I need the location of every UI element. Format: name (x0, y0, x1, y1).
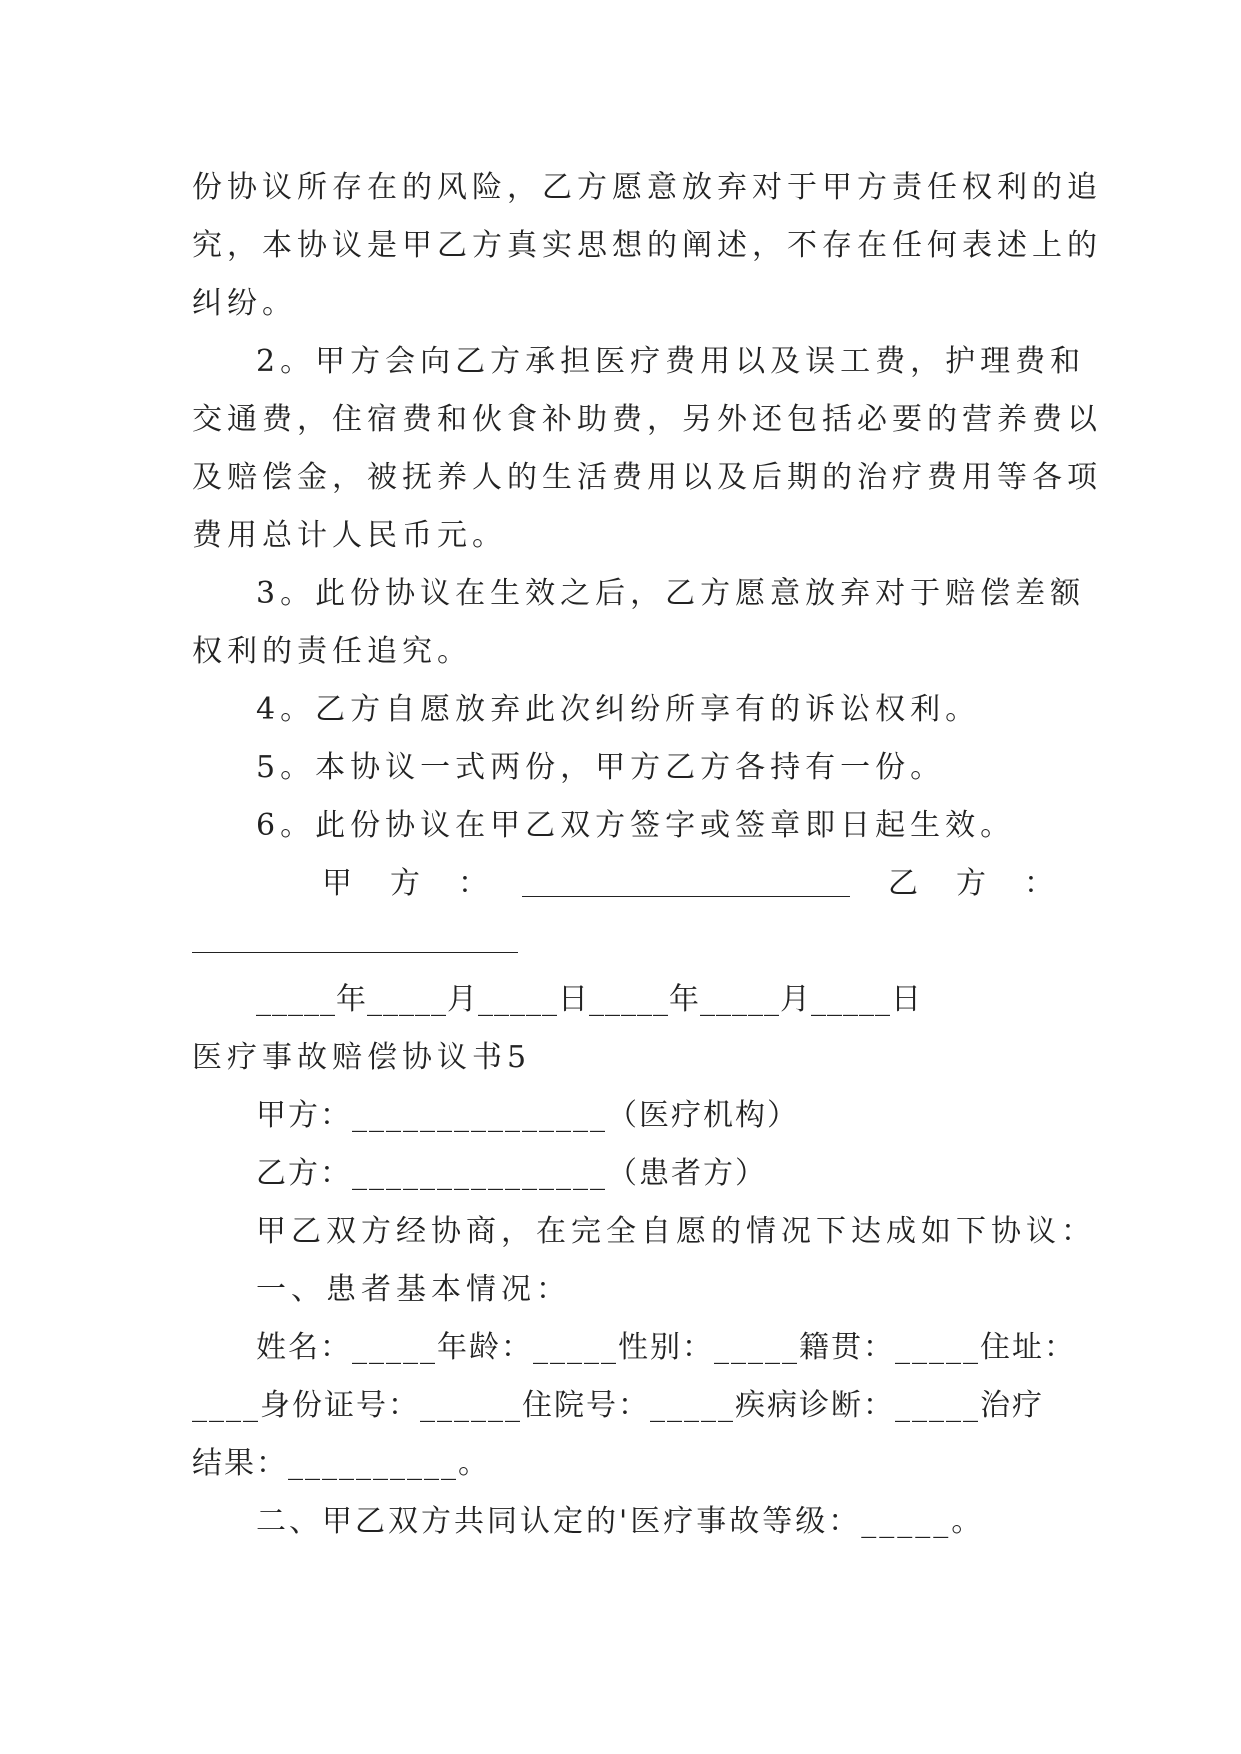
date-line: _____年_____月_____日_____年_____月_____日 (256, 982, 922, 1017)
clause-6: 6。此份协议在甲乙双方签字或签章即日起生效。 (256, 808, 1016, 843)
clause-5: 5。本协议一式两份，甲方乙方各持有一份。 (256, 750, 946, 785)
party-b-signature-line (192, 924, 518, 953)
clause-3: 3。此份协议在生效之后，乙方愿意放弃对于赔偿差额 (256, 576, 1086, 611)
paragraph-line: 份协议所存在的风险，乙方愿意放弃对于甲方责任权利的追 (192, 170, 1102, 205)
paragraph-line: 费用总计人民币元。 (192, 518, 507, 553)
party-a-line: 甲方：_______________（医疗机构） (256, 1098, 799, 1133)
paragraph-line: 权利的责任追究。 (192, 634, 472, 669)
intro-line: 甲乙双方经协商，在完全自愿的情况下达成如下协议： (256, 1214, 1096, 1249)
paragraph-line: 纠纷。 (192, 286, 297, 321)
section-heading-1: 一、患者基本情况： (256, 1272, 571, 1307)
patient-info-line: 结果：__________。 (192, 1446, 490, 1481)
patient-info-line: 姓名：_____年龄：_____性别：_____籍贯：_____住址： (256, 1330, 1076, 1365)
paragraph-line: 交通费，住宿费和伙食补助费，另外还包括必要的营养费以 (192, 402, 1102, 437)
party-b-line: 乙方：_______________（患者方） (256, 1156, 767, 1191)
section-heading-2: 二、甲乙双方共同认定的'医疗事故等级：_____。 (256, 1504, 985, 1539)
party-b-label: 乙 方 ： (888, 866, 1058, 901)
patient-info-line: ____身份证号：______住院号：_____疾病诊断：_____治疗 (192, 1388, 1044, 1423)
paragraph-line: 及赔偿金，被抚养人的生活费用以及后期的治疗费用等各项 (192, 460, 1102, 495)
paragraph-line: 究，本协议是甲乙方真实思想的阐述，不存在任何表述上的 (192, 228, 1102, 263)
party-a-signature-line (522, 868, 850, 897)
section-title: 医疗事故赔偿协议书5 (192, 1040, 532, 1075)
party-a-label: 甲 方 ： (322, 866, 492, 901)
clause-2: 2。甲方会向乙方承担医疗费用以及误工费，护理费和 (256, 344, 1086, 379)
clause-4: 4。乙方自愿放弃此次纠纷所享有的诉讼权利。 (256, 692, 981, 727)
